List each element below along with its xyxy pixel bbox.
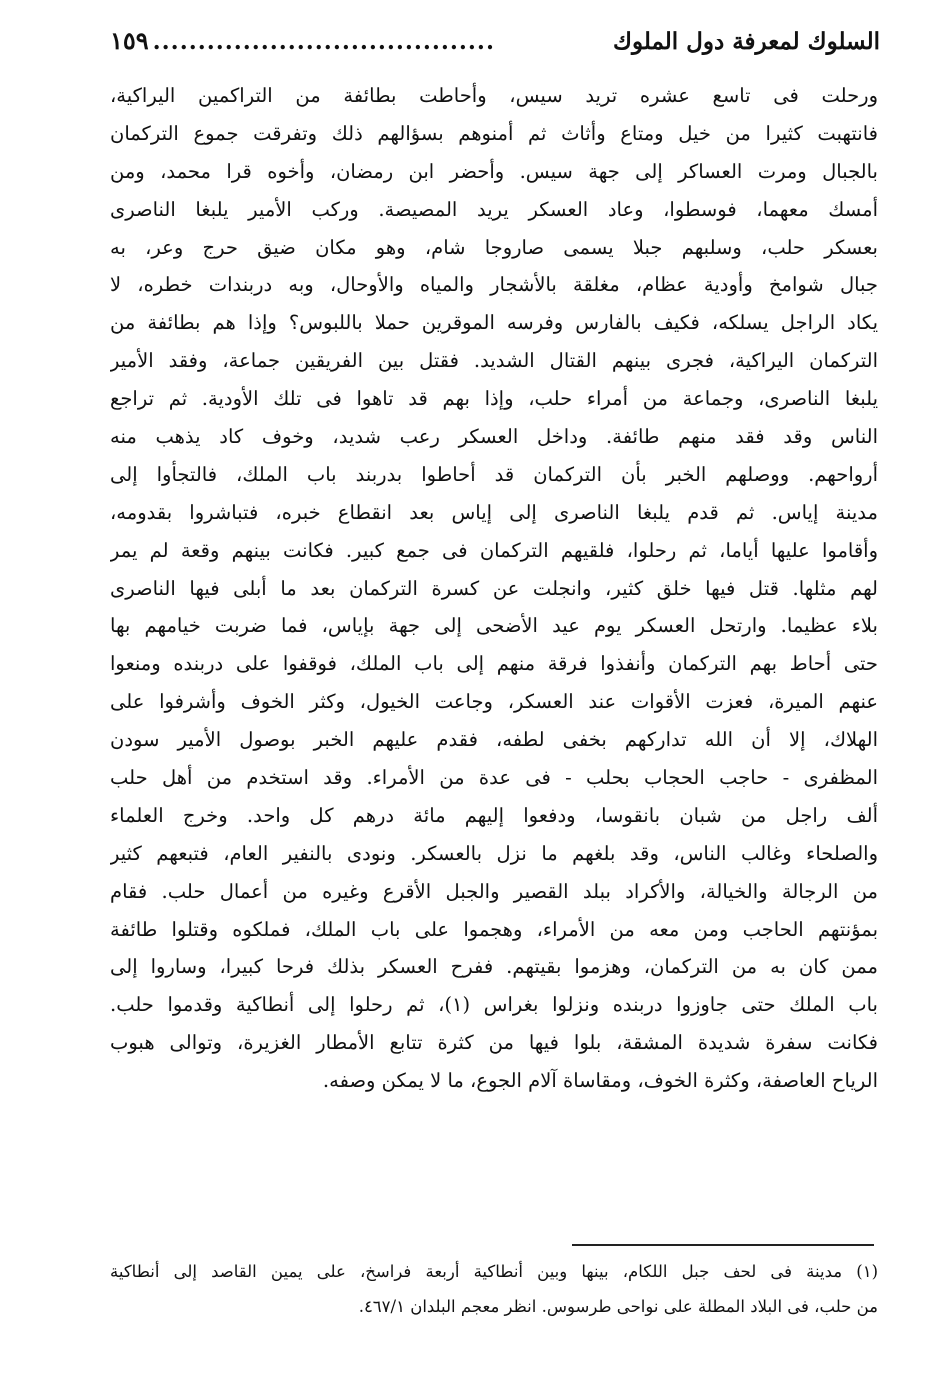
text-line: عنهم الميرة، فعزت الأقوات عند العسكر، وجاعت الخيول، وكثر الخوف وأشرفوا على [110, 690, 878, 714]
text-line: ممن كان به من التركمان، وهزموا بقيتهم. ففرح العسكر بذلك فرحا كبيرا، وساروا إلى [110, 955, 878, 979]
text-line: مدينة إياس. ثم قدم يلبغا الناصرى إلى إياس بعد انقطاع خبره، فتباشروا بقدومه، [110, 500, 878, 524]
dot-leader: ...................................... [152, 28, 495, 55]
text-line: يكاد الراجل يسلكه، فكيف بالفارس وفرسه الموقرين حملا باللبوس؟ وإذا هم بطائفة من [110, 311, 878, 335]
text-line: بلاء عظيما. وارتحل العسكر يوم عيد الأضحى إلى جهة بإياس، فما ضربت خيامهم بها [110, 614, 878, 638]
text-line: جبال شوامخ وأودية عظام، مغلقة بالأشجار والمياه والأوحال، وبه دربندات خطره، لا [110, 273, 878, 297]
body-text [110, 77, 878, 1100]
text-line: بالجبال ومرت العساكر إلى جهة سيس. وأحضر ابن رمضان، وأخوه قرا محمد، ومن [110, 159, 878, 183]
book-title: السلوك لمعرفة دول الملوك [612, 28, 880, 55]
text-line: الهلاك، إلا أن الله تداركهم بخفى لطفه، فقدم عليهم الخبر بوصول الأمير سودن [110, 728, 878, 752]
text-line: يلبغا الناصرى، وجماعة من أمراء حلب، وإذا بهم قد تاهوا فى تلك الأودية. ثم تراجع [110, 387, 878, 411]
text-line: أرواحهم. ووصلهم الخبر بأن التركمان قد أحاطوا بدربند باب الملك، فالتجأوا إلى [110, 462, 878, 486]
text-line: حتى أحاط بهم التركمان وأنفذوا فرقة منهم إلى باب الملك، فوقفوا على دربنده ومنعوا [110, 652, 878, 676]
footnote-separator [572, 1244, 874, 1246]
text-line: ألف راجل من شبان بانقوسا، ودفعوا إليهم مائة درهم كل واحد. وخرج العلماء [110, 803, 878, 827]
text-line: بعسكر حلب، وسلبهم جبلا يسمى صاروجا شام، وهو مكان ضيق حرج وعر، به [110, 235, 878, 259]
text-line: بمؤنتهم الحاجب ومن معه من الأمراء، وهجموا على باب الملك، فملكوه وقتلوا طائفة [110, 917, 878, 941]
page-number: ١٥٩ [110, 26, 149, 55]
text-line: وأقاموا عليها أياما، ثم رحلوا، فلقيهم التركمان فى جمع كبير. فكانت بينهم وقعة لم يمر [110, 538, 878, 562]
footnote-line: من حلب، فى البلاد المطلة على نواحى طرسوس. انظر معجم البلدان ٤٦٧/١. [358, 1297, 878, 1316]
text-line: ورحلت فى تاسع عشره تريد سيس، وأحاطت بطائفة من التراكمين اليراكية، [110, 84, 878, 107]
text-line: فانتهبت كثيرا من خيل ومتاع وأثاث ثم أمنوهم بسؤالهم ذلك وتفرقت جموع التركمان [110, 121, 878, 145]
text-line: الرياح العاصفة، وكثرة الخوف، ومقاساة آلام الجوع، ما لا يمكن وصفه. [322, 1069, 878, 1093]
text-line: والصلحاء وغالب الناس، وقد بلغهم ما نزل بالعسكر. ونودى بالنفير العام، فتبعهم كثير [110, 841, 878, 865]
footnote-line: (١) مدينة فى لحف جبل اللكام، بينها وبين أنطاكية أربعة فراسخ، على يمين القاصد إلى أنطاكية [110, 1262, 878, 1281]
text-line: الناس وقد فقد منهم طائفة. وداخل العسكر رعب شديد، وخوف كاد يذهب منه [110, 425, 878, 449]
text-line: من الرجالة والخيالة، والأكراد ببلد القصير والجبل الأقرع وغيره من أعمال حلب. فقام [110, 879, 878, 903]
text-line: أمسك معهما، فوسطوا، وعاد العسكر يريد المصيصة. وركب الأمير يلبغا الناصرى [110, 197, 878, 221]
footnote [110, 1254, 878, 1324]
text-line: باب الملك حتى جاوزوا دربنده ونزلوا بغراس (١)، ثم رحلوا إلى أنطاكية وقدموا حلب. [110, 993, 878, 1017]
running-head [110, 26, 880, 70]
text-line: التركمان اليراكية، فجرى بينهم القتال الشديد. فقتل بين الفريقين جماعة، وفقد الأمير [110, 349, 878, 373]
text-line: فكانت سفرة شديدة المشقة، بلوا فيها من كثرة تتابع الأمطار الغزيرة، وتوالى هبوب [110, 1031, 878, 1055]
text-line: المظفرى - حاجب الحجاب بحلب - فى عدة من الأمراء. وقد استخدم من أهل حلب [110, 766, 878, 790]
text-line: لهم مثلها. قتل فيها خلق كثير، وانجلت عن كسرة التركمان بعد ما أبلى فيها الناصرى [110, 576, 878, 600]
